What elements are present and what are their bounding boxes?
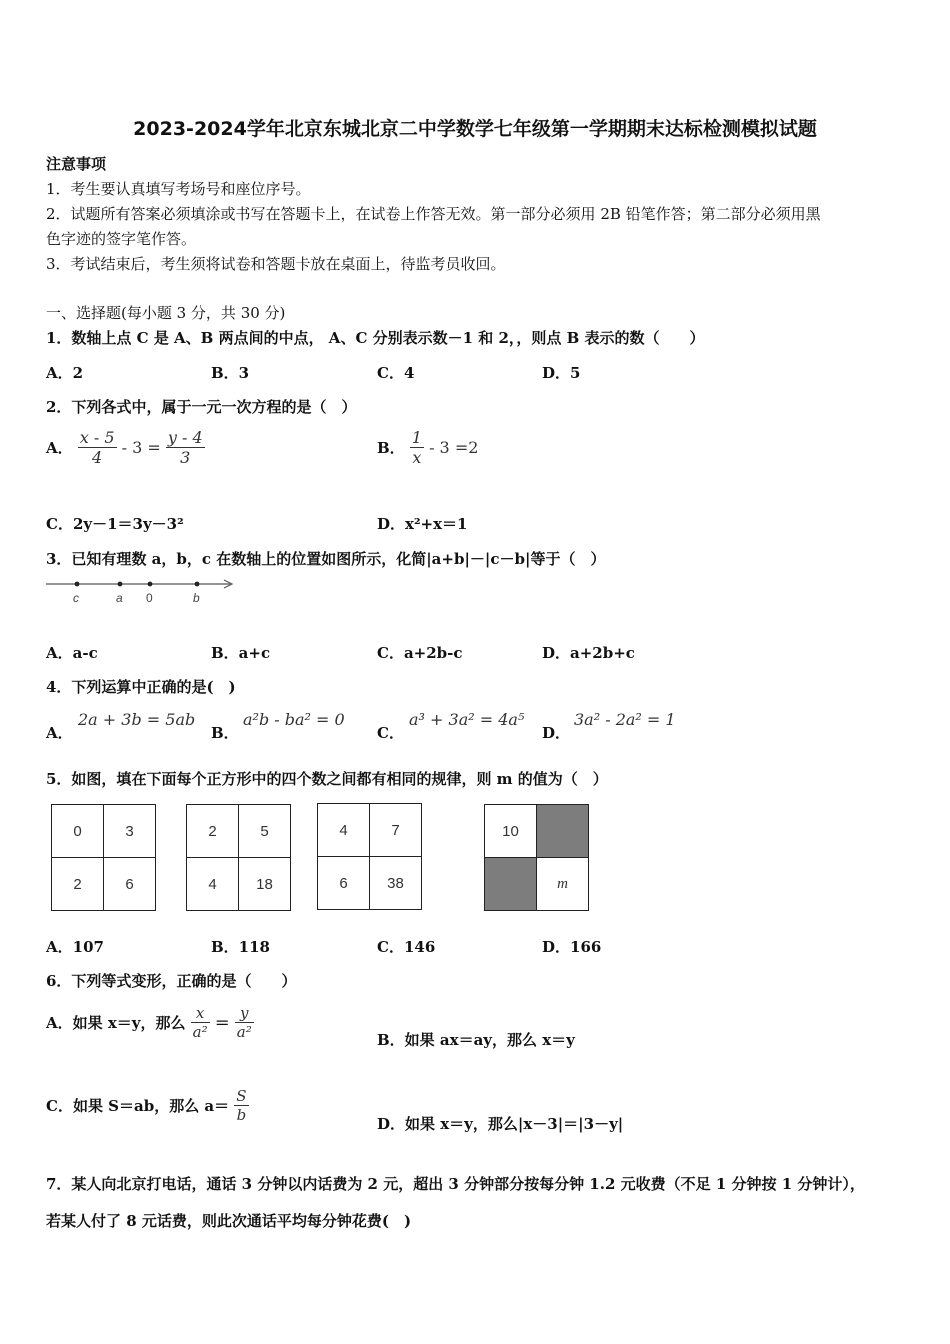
- square-cell: 6: [104, 858, 156, 911]
- q5-option-c[interactable]: C．146: [377, 938, 436, 956]
- square-cell: 2: [52, 858, 104, 911]
- pattern-square-4: [484, 804, 589, 911]
- q4-option-c-expr: a³ + 3a² = 4a⁵: [409, 710, 525, 729]
- q2-option-c[interactable]: C．2y－1＝3y－3²: [46, 515, 184, 533]
- q2-b-label: B．: [377, 439, 405, 457]
- q6-c-text: C．如果 S＝ab，那么 a＝: [46, 1097, 230, 1115]
- point-a: [118, 582, 123, 587]
- square-cell: 3: [104, 805, 156, 858]
- square-cell: 10: [485, 805, 537, 858]
- q2-b-fraction: $\frac{1}{x}$: [411, 428, 422, 467]
- section-heading: 一、选择题(每小题 3 分，共 30 分): [46, 304, 286, 322]
- square-cell: 6: [318, 857, 370, 910]
- axis-label-c: c: [73, 591, 79, 605]
- notice-item: 色字迹的签字笔作答。: [46, 230, 197, 248]
- notice-item: 3．考试结束后，考生须将试卷和答题卡放在桌面上，待监考员收回。: [46, 255, 506, 273]
- point-zero: [148, 582, 153, 587]
- q6-option-a[interactable]: [46, 1004, 254, 1041]
- point-b: [195, 582, 200, 587]
- q2-a-fraction-2: $\frac{y - 4}{3}$: [167, 428, 203, 467]
- q1-option-d[interactable]: D．5: [542, 364, 581, 382]
- square-cell: 4: [318, 804, 370, 857]
- q6-c-fraction: $\frac{S}{b}$: [236, 1087, 247, 1124]
- point-c: [75, 582, 80, 587]
- q4-option-b-expr: a²b - ba² = 0: [243, 710, 345, 729]
- pattern-square-2: [186, 804, 291, 911]
- notice-item: 1．考生要认真填写考场号和座位序号。: [46, 180, 311, 198]
- pattern-square-3: [317, 803, 422, 910]
- q4-option-d-label[interactable]: D．: [542, 724, 571, 742]
- q4-option-a-label[interactable]: A．: [46, 724, 73, 742]
- q2-b-rest: - 3 =2: [429, 438, 479, 457]
- question-7-stem-line1: 7．某人向北京打电话，通话 3 分钟以内话费为 2 元，超出 3 分钟部分按每分钟 1.2 元收费（不足 1 分钟按 1 分钟计），: [46, 1175, 865, 1193]
- q5-option-d[interactable]: D．166: [542, 938, 602, 956]
- q6-a-fraction-2: $\frac{y}{\text{a²}}$: [236, 1004, 252, 1041]
- q6-a-equals: ＝: [214, 1014, 230, 1032]
- unknown-m-cell: m: [537, 858, 589, 911]
- question-4-stem: 4．下列运算中正确的是( ): [46, 678, 236, 696]
- page-title: 2023-2024学年北京东城北京二中学数学七年级第一学期期末达标检测模拟试题: [133, 118, 817, 140]
- question-3-stem: 3．已知有理数 a，b，c 在数轴上的位置如图所示，化简|a+b|－|c－b|等于（ ）: [46, 550, 606, 568]
- notice-item: 2．试题所有答案必须填涂或书写在答题卡上，在试卷上作答无效。第一部分必须用 2B 铅笔作答；第二部分必须用黑: [46, 205, 821, 223]
- q2-a-label: A．: [46, 439, 73, 457]
- q2-a-middle: - 3 =: [121, 438, 161, 457]
- number-line-figure: [44, 574, 239, 608]
- axis-label-b: b: [193, 591, 200, 605]
- q1-option-a[interactable]: A．2: [46, 364, 84, 382]
- question-5-stem: 5．如图，填在下面每个正方形中的四个数之间都有相同的规律，则 m 的值为（ ）: [46, 770, 608, 788]
- q2-option-a[interactable]: [46, 428, 205, 467]
- q5-option-b[interactable]: B．118: [211, 938, 270, 956]
- q4-option-d-expr: 3a² - 2a² = 1: [574, 710, 676, 729]
- q6-option-d[interactable]: D．如果 x＝y，那么|x－3|＝|3－y|: [377, 1115, 624, 1133]
- square-cell: 0: [52, 805, 104, 858]
- q2-option-d[interactable]: D．x²+x＝1: [377, 515, 468, 533]
- q4-option-b-label[interactable]: B．: [211, 724, 239, 742]
- q3-option-b[interactable]: B．a+c: [211, 644, 271, 662]
- q3-option-c[interactable]: C．a+2b-c: [377, 644, 463, 662]
- notice-heading: 注意事项: [46, 155, 107, 173]
- axis-label-a: a: [116, 591, 123, 605]
- question-7-stem-line2: 若某人付了 8 元话费，则此次通话平均每分钟花费( ): [46, 1212, 412, 1230]
- q4-option-c-label[interactable]: C．: [377, 724, 404, 742]
- q6-option-c[interactable]: [46, 1087, 249, 1124]
- square-cell: 38: [370, 857, 422, 910]
- axis-label-zero: 0: [146, 591, 153, 605]
- question-6-stem: 6．下列等式变形，正确的是（ ）: [46, 972, 297, 990]
- square-cell: 4: [187, 858, 239, 911]
- square-cell: 18: [239, 858, 291, 911]
- shaded-cell: [485, 858, 537, 911]
- q5-option-a[interactable]: A．107: [46, 938, 104, 956]
- q6-option-b[interactable]: B．如果 ax＝ay，那么 x＝y: [377, 1031, 575, 1049]
- q1-option-c[interactable]: C．4: [377, 364, 415, 382]
- question-1-stem: 1．数轴上点 C 是 A、B 两点间的中点， A、C 分别表示数－1 和 2，，则点 B 表示的数（ ）: [46, 329, 705, 347]
- q1-option-b[interactable]: B．3: [211, 364, 250, 382]
- square-cell: 2: [187, 805, 239, 858]
- q3-option-d[interactable]: D．a+2b+c: [542, 644, 635, 662]
- pattern-square-1: [51, 804, 156, 911]
- q2-option-b[interactable]: [377, 428, 478, 467]
- q3-option-a[interactable]: A．a-c: [46, 644, 98, 662]
- square-cell: 7: [370, 804, 422, 857]
- square-cell: 5: [239, 805, 291, 858]
- q4-option-a-expr: 2a + 3b = 5ab: [78, 710, 196, 729]
- shaded-cell: [537, 805, 589, 858]
- q6-a-text: A．如果 x＝y，那么: [46, 1014, 186, 1032]
- question-2-stem: 2．下列各式中，属于一元一次方程的是（ ）: [46, 398, 357, 416]
- q6-a-fraction-1: $\frac{x}{\text{a²}}$: [192, 1004, 208, 1041]
- q2-a-fraction-1: $\frac{x - 5}{4}$: [79, 428, 115, 467]
